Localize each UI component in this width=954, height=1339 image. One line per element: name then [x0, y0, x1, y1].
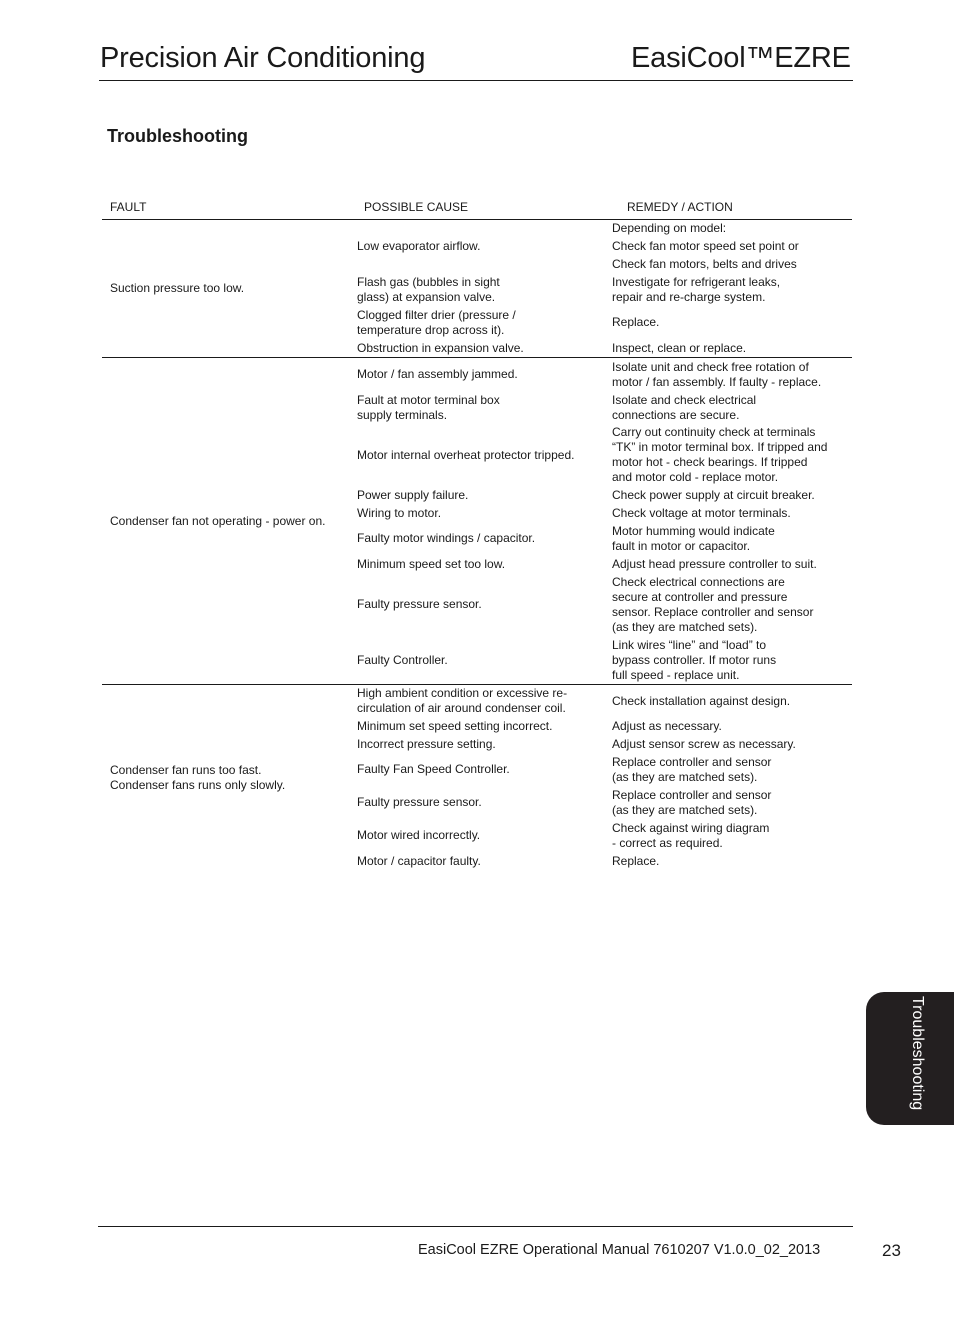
remedy-cell: Replace. — [612, 315, 660, 329]
table-row — [348, 358, 852, 391]
cause-cell: High ambient condition or excessive re- circulation of air around condenser coil. — [357, 686, 568, 715]
cause-cell: Obstruction in expansion valve. — [357, 340, 524, 355]
table-row — [348, 685, 852, 717]
remedy-cell: Adjust sensor screw as necessary. — [612, 736, 796, 751]
remedy-cell: Check against wiring diagram - correct as required. — [612, 820, 770, 850]
cause-cell: Faulty Fan Speed Controller. — [357, 762, 510, 776]
column-header-fault: FAULT — [110, 200, 147, 214]
fault-cell — [102, 220, 348, 357]
table-row — [348, 220, 852, 237]
remedy-cell: Motor humming would indicate fault in motor or capacitor. — [612, 523, 775, 553]
cause-cell: Motor wired incorrectly. — [357, 828, 481, 842]
cause-cell: Faulty pressure sensor. — [357, 597, 482, 611]
table-row — [348, 424, 852, 486]
table-row — [348, 573, 852, 636]
remedy-cell: Check electrical connections are secure at controller and pressure sensor. Replace controller and sensor (as they are matched sets). — [612, 574, 814, 634]
cause-cell: Wiring to motor. — [357, 505, 442, 520]
cause-cell: Low evaporator airflow. — [357, 238, 481, 253]
remedy-cell: Carry out continuity check at terminals “TK” in motor terminal box. If tripped and motor hot - check bearings. If tripped and motor cold - replace motor. — [612, 425, 828, 484]
remedy-cell: Check power supply at circuit breaker. — [612, 487, 815, 502]
cause-cell: Clogged filter drier (pressure / temperature drop across it). — [357, 307, 516, 337]
remedy-cell: Depending on model: — [612, 221, 727, 235]
cause-remedy-rows — [348, 220, 852, 357]
remedy-cell: Adjust head pressure controller to suit. — [612, 556, 817, 571]
header-divider — [99, 80, 853, 81]
table-row — [348, 717, 852, 735]
column-header-cause: POSSIBLE CAUSE — [364, 200, 469, 214]
table-row — [348, 522, 852, 555]
cause-cell: Power supply failure. — [357, 487, 469, 502]
cause-cell: Faulty pressure sensor. — [357, 795, 482, 809]
remedy-cell: Replace controller and sensor (as they are matched sets). — [612, 787, 772, 817]
remedy-cell: Check fan motor speed set point or — [612, 238, 799, 253]
cause-cell: Minimum speed set too low. — [357, 556, 506, 571]
table-row — [348, 306, 852, 339]
remedy-cell: Link wires “line” and “load” to bypass controller. If motor runs full speed - replace unit. — [612, 637, 777, 682]
remedy-cell: Inspect, clean or replace. — [612, 340, 747, 355]
cause-cell: Incorrect pressure setting. — [357, 736, 496, 751]
column-header-remedy: REMEDY / ACTION — [627, 200, 733, 214]
cause-cell: Motor / fan assembly jammed. — [357, 367, 518, 381]
footer-divider — [98, 1226, 853, 1227]
remedy-cell: Adjust as necessary. — [612, 718, 722, 733]
table-body — [102, 220, 852, 870]
fault-text: Condenser fan not operating - power on. — [110, 513, 326, 528]
table-row — [348, 339, 852, 357]
fault-group — [102, 685, 852, 870]
table-row — [348, 753, 852, 786]
table-row — [348, 636, 852, 684]
fault-cell — [102, 685, 348, 870]
section-title: Troubleshooting — [107, 126, 248, 146]
remedy-cell: Investigate for refrigerant leaks, repair and re-charge system. — [612, 274, 781, 304]
remedy-cell: Replace. — [612, 853, 660, 868]
remedy-cell: Check voltage at motor terminals. — [612, 505, 791, 520]
cause-cell: Faulty motor windings / capacitor. — [357, 531, 536, 545]
table-row — [348, 555, 852, 573]
footer-text: EasiCool EZRE Operational Manual 7610207 V1.0.0_02_2013 — [418, 1242, 821, 1258]
troubleshooting-table — [102, 200, 852, 870]
table-row — [348, 237, 852, 255]
fault-text: Suction pressure too low. — [110, 281, 245, 295]
table-row — [348, 273, 852, 306]
fault-group — [102, 220, 852, 358]
cause-cell: Motor internal overheat protector tripped. — [357, 447, 575, 462]
remedy-cell: Isolate unit and check free rotation of motor / fan assembly. If faulty - replace. — [612, 359, 822, 389]
cause-remedy-rows — [348, 358, 852, 684]
table-row — [348, 391, 852, 424]
fault-cell — [102, 358, 348, 684]
table-row — [348, 255, 852, 273]
page-number: 23 — [882, 1241, 901, 1260]
cause-cell: Fault at motor terminal box supply terminals. — [357, 392, 500, 422]
table-row — [348, 819, 852, 852]
fault-group — [102, 358, 852, 685]
table-row — [348, 735, 852, 753]
remedy-cell: Check fan motors, belts and drives — [612, 256, 797, 271]
remedy-cell: Isolate and check electrical connections are secure. — [612, 392, 757, 422]
table-header — [102, 200, 852, 220]
table-row — [348, 504, 852, 522]
table-row — [348, 486, 852, 504]
cause-cell: Minimum set speed setting incorrect. — [357, 718, 553, 733]
remedy-cell: Replace controller and sensor (as they are matched sets). — [612, 754, 772, 784]
remedy-cell: Check installation against design. — [612, 693, 791, 708]
cause-cell: Motor / capacitor faulty. — [357, 853, 481, 868]
cause-cell: Faulty Controller. — [357, 652, 448, 667]
cause-remedy-rows — [348, 685, 852, 870]
cause-cell: Flash gas (bubbles in sight glass) at expansion valve. — [357, 274, 500, 304]
table-row — [348, 786, 852, 819]
document-title: Precision Air Conditioning — [100, 42, 426, 74]
product-title: EasiCool™EZRE — [631, 42, 851, 74]
side-tab-label: Troubleshooting — [909, 996, 926, 1111]
table-row — [348, 852, 852, 870]
fault-text: Condenser fan runs too fast. Condenser fans runs only slowly. — [110, 762, 286, 792]
